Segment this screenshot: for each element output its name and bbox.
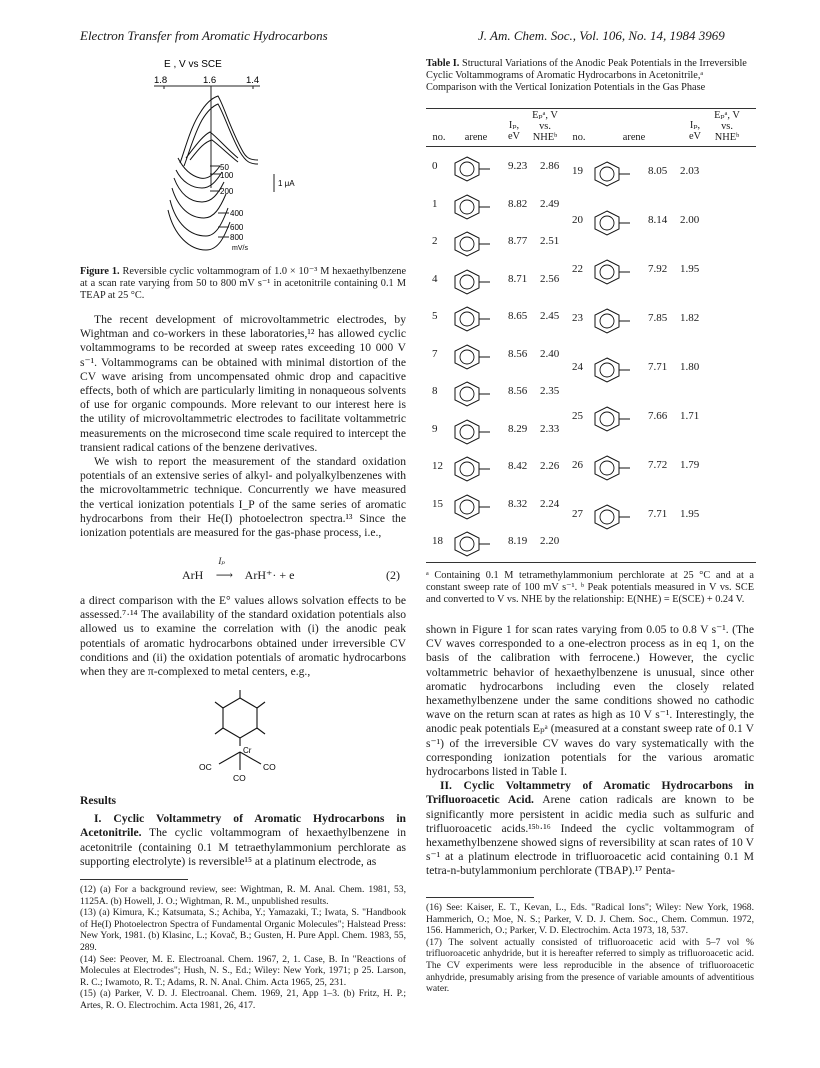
paragraph: We wish to report the measurement of the standard oxidation potentials of an extensive series of alkyl- and polyalkylbenzenes with the microvoltammetric technique. Concurrently we have measured the vertical ionization potentials I_P of the same series of aromatic hydrocarbons from their He(I) photoelectron spectra.¹³ Since the ionization potentials are measured for the gas-phase process, i.e.,	[80, 455, 406, 540]
table-cell-no: 7	[432, 347, 438, 360]
table-cell-ip: 8.82	[508, 197, 528, 210]
table-cell-ep: 2.49	[540, 197, 560, 210]
table-cell-no: 0	[432, 160, 438, 172]
table-cell-ep: 2.51	[540, 235, 560, 247]
footnote: (16) See: Kaiser, E. T., Kevan, L., Eds. "Radical Ions"; Wiley: New York, 1968. Hammerich, O.; Moe, N. S.; Parker, V. D. J. Chem. Soc., Chem. Commun. 1972, 156. Hammerich, O.; Parker, V. D. Electrochim. Acta 1973, 18, 537.	[426, 902, 754, 937]
fig-axis-title: E , V vs SCE	[164, 59, 222, 70]
table-cell-ip: 8.42	[508, 460, 528, 472]
table-1-caption-text: Structural Variations of the Anodic Peak Potentials in the Irreversible Cyclic Voltammograms of Aromatic Hydrocarbons in Acetonitrile,ᵃ Comparison with the Vertical Ionization Potentials in the Gas Phase	[426, 58, 747, 94]
figure-1-caption-label: Figure 1.	[80, 266, 120, 277]
table-cell-no: 19	[572, 165, 583, 177]
arene-structure-icon	[452, 529, 498, 559]
arene-structure-icon	[452, 417, 498, 447]
arene-structure-icon	[592, 453, 638, 483]
table-cell-ep: 2.20	[540, 535, 560, 547]
table-cell-ip: 7.71	[648, 508, 668, 520]
fig-rate-unit: mV/s	[232, 245, 248, 252]
table-cell-ip: 8.32	[508, 497, 528, 510]
arene-structure-icon	[592, 355, 638, 385]
arene-structure-icon	[592, 502, 638, 532]
running-header-title: Electron Transfer from Aromatic Hydrocarbons	[80, 28, 328, 43]
paragraph: shown in Figure 1 for scan rates varying from 0.05 to 0.8 V s⁻¹. (The CV waves corresponded to a one-electron process as in eq 1, on the basis of the calibration with ferrocene.) However, the cyclic voltammetric behavior of hexaethylbenzene is unusual, since other aromatic hydrocarbons including even the closely related hexamethylbenzene under the same conditions showed no cathodic wave on the return scan at rates as high as 10 V s⁻¹. Interestingly, the anodic peak potentials Eₚᵃ (measured at a constant sweep rate of 0.1 V s⁻¹) of the irreversible CV waves do vary systematically with the corresponding ionization potentials for the various aromatic hydrocarbons listed in Table I.	[426, 623, 754, 779]
table-cell-ep: 2.00	[680, 214, 700, 226]
table-1-footnote: ᵃ Containing 0.1 M tetramethylammonium perchlorate at 25 °C and at a constant sweep rate of 100 mV s⁻¹. ᵇ Peak potentials measured in V vs. SCE and converted to V vs. NHE by the relationship: E(NHE) = E(SCE) + 0.24 V.	[426, 570, 754, 606]
table-cell-ep: 2.40	[540, 347, 560, 360]
table-cell-ip: 9.23	[508, 160, 528, 172]
arene-structure-icon	[452, 229, 498, 259]
table-cell-no: 4	[432, 272, 438, 285]
right-body	[426, 623, 754, 879]
equation-2: ArH Iₚ ⟶ ArH⁺· + e (2)	[182, 556, 400, 582]
table-cell-no: 5	[432, 310, 438, 322]
table-cell-ip: 8.19	[508, 535, 528, 547]
footnote: (12) (a) For a background review, see: Wightman, R. M. Anal. Chem. 1981, 53, 1125A. (b) Howell, J. O.; Wightman, R. M., unpublished results.	[80, 884, 406, 907]
table-header-no: no.	[432, 132, 446, 143]
table-cell-ip: 8.29	[508, 422, 528, 435]
results-section	[80, 794, 406, 869]
table-cell-ep: 2.35	[540, 385, 560, 397]
arene-structure-icon	[452, 192, 498, 222]
table-cell-ip: 8.56	[508, 347, 528, 360]
table-cell-ip: 7.71	[648, 361, 668, 373]
table-cell-ip: 7.92	[648, 263, 668, 275]
left-body-2	[80, 594, 406, 679]
fig-scale-label: 1 μA	[278, 179, 295, 188]
table-1-caption	[426, 58, 754, 95]
eq-right: ArH⁺· + e	[244, 568, 295, 582]
eq-over-arrow: Iₚ	[218, 556, 225, 566]
table-row	[570, 302, 734, 340]
table-row	[570, 253, 734, 291]
table-cell-no: 22	[572, 263, 583, 275]
table-cell-ip: 8.77	[508, 235, 528, 247]
table-cell-ep: 1.95	[680, 263, 700, 275]
eq-left: ArH	[182, 568, 204, 582]
fig-rate-label: 200	[220, 187, 234, 196]
table-cell-no: 20	[572, 214, 583, 226]
table-cell-ep: 2.24	[540, 497, 560, 510]
table-cell-ip: 7.85	[648, 312, 668, 324]
table-header-ep: Eₚᵃ, V vs. NHEᵇ	[532, 110, 558, 143]
table-cell-no: 8	[432, 385, 438, 397]
table-cell-no: 18	[432, 535, 443, 547]
table-cell-no: 23	[572, 312, 583, 324]
arene-structure-icon	[592, 159, 638, 189]
footnote: (17) The solvent actually consisted of trifluoroacetic acid with 5–7 vol % trifluoroacetic anhydride, but it is hereafter referred to simply as trifluoroacetic acid. The CV experiments were less reproducible in the absence of trifluoroacetic anhydride, presumably arising from the presence of variable amounts of adventitious water.	[426, 936, 754, 995]
table-cell-ip: 8.71	[508, 272, 528, 285]
arene-structure-icon	[452, 267, 498, 297]
table-cell-no: 15	[432, 497, 443, 510]
table-header-arene: arene	[464, 132, 488, 143]
eq-number: (2)	[386, 568, 400, 582]
footnote: (15) (a) Parker, V. D. J. Electroanal. Chem. 1969, 21, App 1–3. (b) Fritz, H. P.; Artes, R. O. Electrochim. Acta 1981, 26, 417.	[80, 988, 406, 1011]
arene-structure-icon	[452, 304, 498, 334]
fig-tick-3: 1.4	[246, 75, 260, 86]
complex-co-left: OC	[199, 762, 212, 772]
arene-structure-icon	[452, 154, 498, 184]
section-1-title: I. Cyclic Voltammetry of Aromatic Hydrocarbons in Acetonitrile.	[80, 812, 406, 840]
table-row	[570, 351, 734, 389]
table-header-ip: Iₚ, eV	[688, 120, 702, 142]
table-cell-ep: 2.56	[540, 272, 560, 285]
table-cell-ep: 2.86	[540, 160, 560, 172]
arene-structure-icon	[452, 379, 498, 409]
figure-1-voltammogram	[150, 58, 350, 266]
section-2-text: Arene cation radicals are known to be significantly more persistent in acidic media such as sulfuric and trifluoroacetic acids.¹⁵ᵇ·¹⁶ Indeed the cyclic voltammogram of hexamethylbenzene showed signs of reversibility at scan rates of 10 V s⁻¹ at a platinum electrode in trifluoroacetic acid containing 0.1 M tetra-n-butylammonium perchlorate (TBAP).¹⁷ Penta-	[426, 793, 754, 878]
footnotes-left	[80, 884, 406, 1012]
table-row	[570, 449, 734, 487]
table-cell-ip: 8.14	[648, 214, 668, 226]
arene-chromium-complex-structure	[195, 690, 285, 786]
arene-structure-icon	[592, 306, 638, 336]
table-header-ep: Eₚᵃ, V vs. NHEᵇ	[714, 110, 740, 143]
complex-co-right: CO	[263, 762, 276, 772]
footnote: (13) (a) Kimura, K.; Katsumata, S.; Achiba, Y.; Yamazaki, T.; Iwata, S. "Handbook of He(I) Photoelectron Spectra of Fundamental Organic Molecules"; Halstead Press: New York, 1981. (b) Klasinc, L.; Kovač, B.; Gusten, H. Pure Appl. Chem. 1983, 55, 289.	[80, 907, 406, 953]
fig-rate-label: 50	[220, 163, 229, 172]
table-row	[570, 498, 734, 536]
arene-structure-icon	[452, 342, 498, 372]
arene-structure-icon	[592, 208, 638, 238]
table-cell-ip: 8.65	[508, 310, 528, 322]
paragraph: a direct comparison with the E° values allows solvation effects to be assessed.⁷·¹⁴ The availability of the standard oxidation potentials also allowed us to examine the correlation with (i) the anodic peak potentials of aromatic hydrocarbons obtained under irreversible CV conditions and (ii) the oxidation potentials of aromatic hydrocarbons when they are π-complexed to metal centers, e.g.,	[80, 594, 406, 679]
table-cell-no: 27	[572, 508, 583, 520]
table-cell-no: 26	[572, 459, 583, 471]
complex-metal: Cr	[243, 746, 252, 755]
section-1-text: The cyclic voltammogram of hexaethylbenzene in acetonitrile (containing 0.1 M tetraethylammonium perchlorate as supporting electrolyte) is reversible¹⁵ at a platinum electrode, as	[80, 826, 406, 868]
running-header-citation: J. Am. Chem. Soc., Vol. 106, No. 14, 1984 3969	[478, 28, 725, 43]
table-cell-ep: 2.33	[540, 422, 560, 435]
table-cell-ip: 7.66	[648, 410, 668, 422]
table-cell-no: 2	[432, 235, 438, 247]
fig-rate-label: 100	[220, 171, 234, 180]
table-header-no: no.	[572, 132, 586, 143]
fig-tick-1: 1.8	[154, 75, 168, 86]
figure-1-caption-text: Reversible cyclic voltammogram of 1.0 × 10⁻³ M hexaethylbenzene at a scan rate varying from 50 to 800 mV s⁻¹ in acetonitrile containing 0.1 M TEAP at 25 °C.	[80, 266, 407, 302]
table-cell-ep: 1.95	[680, 508, 700, 520]
table-cell-no: 25	[572, 410, 583, 422]
complex-co-bottom: CO	[233, 773, 246, 783]
table-cell-ep: 1.82	[680, 312, 700, 324]
table-row	[570, 204, 734, 242]
table-header-ip: Iₚ, eV	[507, 120, 521, 142]
footnote: (14) See: Peover, M. E. Electroanal. Chem. 1967, 2, 1. Case, B. In "Reactions of Molecules at Electrodes"; Hush, N. S., Ed.; Wiley: New York, 1971; p 25. Larson, R. C.; Iwamoto, R. T.; Adams, R. N. Anal. Chim. Acta 1965, 25, 231.	[80, 953, 406, 988]
table-cell-ep: 1.79	[680, 459, 700, 471]
table-cell-ep: 2.45	[540, 310, 560, 322]
fig-rate-label: 600	[230, 223, 244, 232]
table-row	[570, 400, 734, 438]
table-cell-ep: 2.03	[680, 165, 700, 177]
table-cell-ep: 1.80	[680, 361, 700, 373]
section-2-title: II. Cyclic Voltammetry of Aromatic Hydrocarbons in Trifluoroacetic Acid.	[426, 779, 754, 807]
arene-structure-icon	[592, 257, 638, 287]
table-cell-ip: 7.72	[648, 459, 668, 471]
table-row	[570, 155, 734, 193]
paragraph: The recent development of microvoltammetric electrodes, by Wightman and co-workers in these laboratories,¹² has allowed cyclic voltammograms to be recorded at sweep rates exceeding 10 000 V s⁻¹. Voltammograms can be obtained with minimal distortion of the CV wave arising from uncompensated ohmic drop and capacitive effects, both of which are particularly limiting in nonaqueous solvents of use for organic compounds. More relevant to our interest here is the utility of microvoltammetric electrodes to facilitate voltammetric measurements on the microsecond time scale required to intercept the transient radical cations of the benzene derivatives.	[80, 313, 406, 454]
left-body	[80, 313, 406, 540]
table-1-caption-label: Table I.	[426, 58, 460, 69]
footnotes-right	[426, 902, 754, 995]
table-cell-no: 1	[432, 197, 438, 210]
figure-1-caption	[80, 266, 406, 303]
arene-structure-icon	[452, 454, 498, 484]
table-cell-ip: 8.05	[648, 165, 668, 177]
table-cell-ep: 2.26	[540, 460, 560, 472]
arene-structure-icon	[452, 492, 498, 522]
table-header-arene: arene	[622, 132, 646, 143]
table-cell-ip: 8.56	[508, 385, 528, 397]
table-cell-no: 24	[572, 361, 583, 373]
results-heading: Results	[80, 794, 117, 807]
table-cell-no: 12	[432, 460, 443, 472]
table-cell-ep: 1.71	[680, 410, 700, 422]
fig-tick-2: 1.6	[203, 75, 217, 86]
table-cell-no: 9	[432, 422, 438, 435]
fig-rate-label: 800	[230, 233, 244, 242]
fig-rate-label: 400	[230, 209, 244, 218]
arene-structure-icon	[592, 404, 638, 434]
